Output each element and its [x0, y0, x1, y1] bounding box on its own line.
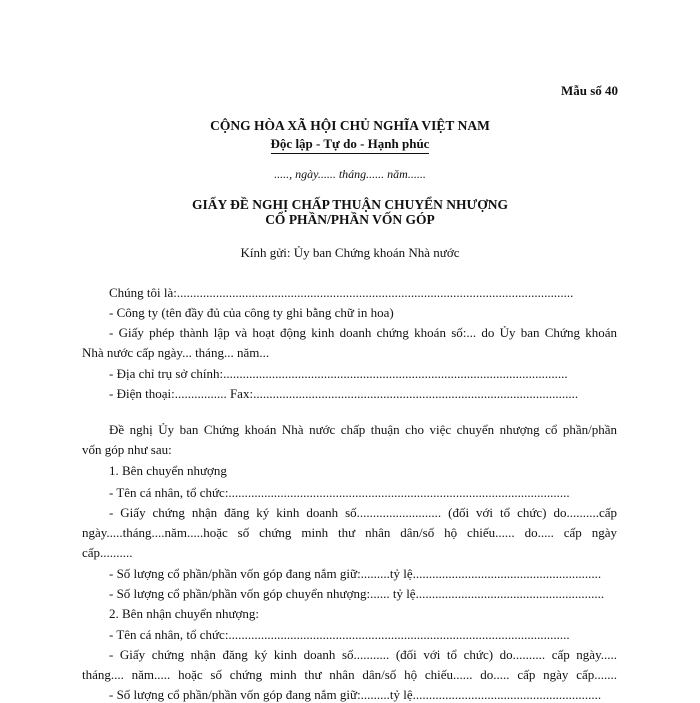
form-line: Chúng tôi là:..........................................................................................................................	[109, 285, 574, 300]
form-line: - Số lượng cổ phần/phần vốn góp đang nắm giữ:.........tỷ lệ..........................................................	[109, 687, 602, 702]
form-line: - Số lượng cổ phần/phần vốn góp đang nắm giữ:.........tỷ lệ..........................................................	[109, 566, 602, 581]
form-line: cấp..........	[82, 545, 133, 560]
form-line: - Công ty (tên đầy đủ của công ty ghi bằng chữ in hoa)	[109, 305, 394, 320]
form-line: - Địa chỉ trụ sở chính:..........................................................................................................	[109, 366, 568, 381]
recipient: Kính gửi: Ủy ban Chứng khoán Nhà nước	[240, 245, 460, 260]
form-line: vốn góp như sau:	[82, 442, 172, 457]
nation-heading: CỘNG HÒA XÃ HỘI CHỦ NGHĨA VIỆT NAM	[210, 118, 490, 133]
form-line: - Tên cá nhân, tổ chức:.........................................................................................................	[109, 485, 570, 500]
form-line: - Giấy phép thành lập và hoạt động kinh doanh chứng khoán số:... do Ủy ban Chứng khoán	[109, 325, 617, 340]
form-line: ngày.....tháng....năm.....hoặc số chứng minh thư nhân dân/số hộ chiếu...... do..... cấp ngày	[82, 525, 617, 540]
form-line: - Tên cá nhân, tổ chức:.........................................................................................................	[109, 627, 570, 642]
motto-wrap	[0, 135, 700, 154]
form-line: - Số lượng cổ phần/phần vốn góp chuyển nhượng:...... tỷ lệ..........................................................	[109, 586, 605, 601]
section-heading: 2. Bên nhận chuyển nhượng:	[109, 606, 260, 621]
form-line: Đề nghị Ủy ban Chứng khoán Nhà nước chấp thuận cho việc chuyển nhượng cổ phần/phần	[109, 422, 617, 437]
form-line: - Giấy chứng nhận đăng ký kinh doanh số........... (đối với tổ chức) do.......... cấp ngày.....	[109, 647, 617, 662]
motto: Độc lập - Tự do - Hạnh phúc	[271, 136, 430, 154]
date-line: ....., ngày...... tháng...... năm......	[274, 167, 426, 181]
document-title-line2: CỔ PHẦN/PHẦN VỐN GÓP	[265, 212, 435, 227]
form-number: Mẫu số 40	[560, 83, 618, 98]
section-heading: 1. Bên chuyển nhượng	[109, 463, 227, 478]
form-line: - Giấy chứng nhận đăng ký kinh doanh số.......................... (đối với tổ chức) do..........cấp	[109, 505, 617, 520]
document-title-line1: GIẤY ĐỀ NGHỊ CHẤP THUẬN CHUYỂN NHƯỢNG	[191, 197, 509, 212]
form-line: - Điện thoại:................ Fax:....................................................................................................	[109, 386, 579, 401]
form-line: Nhà nước cấp ngày... tháng... năm...	[82, 345, 270, 360]
form-line: tháng.... năm..... hoặc số chứng minh thư nhân dân/số hộ chiếu...... do..... cấp ngày cấp.......	[82, 667, 617, 682]
